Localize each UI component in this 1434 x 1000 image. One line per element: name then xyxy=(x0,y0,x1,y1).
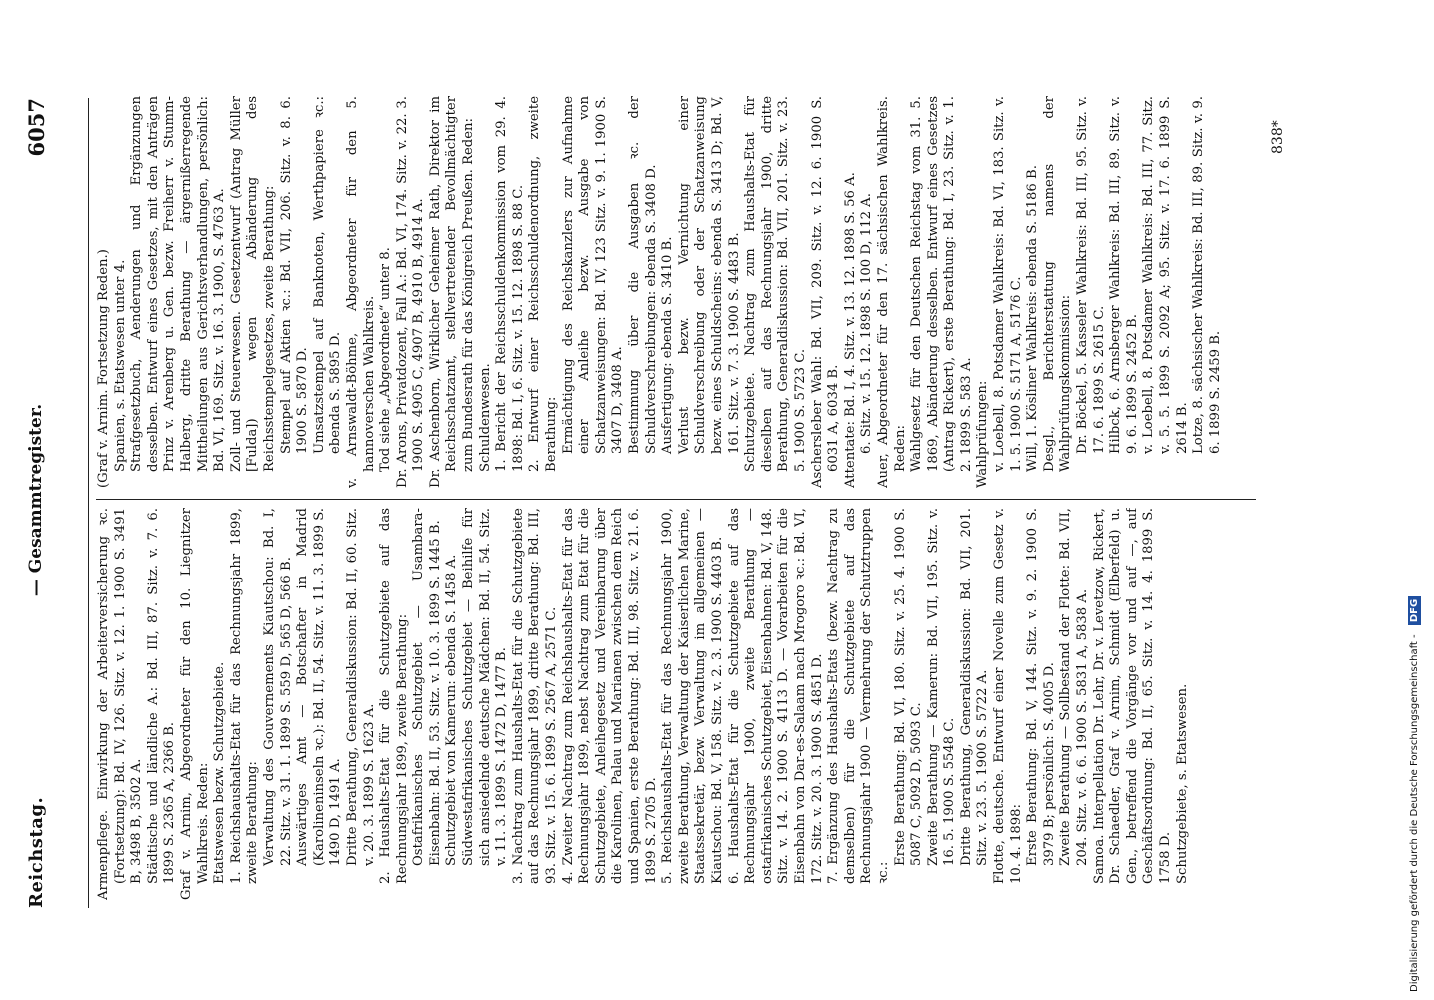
index-entry: Dr. Arons, Privatdozent, Fall A.: Bd. VI, 174. Sitz. v. 22. 3. 1900 S. 4905 C, 4907 B, 4910 B, 4914 A. xyxy=(394,96,427,488)
index-entry: Dritte Berathung, Generaldiskussion: Bd. VII, 201. Sitz. v. 23. 5. 1900 S. 5722 A. xyxy=(958,508,991,866)
index-entry: Hilbck, 6. Arnsberger Wahlkreis: Bd. III, 89. Sitz. v. 9. 6. 1899 S. 2452 B. xyxy=(1108,96,1140,454)
index-entry: Verlust bezw. Vernichtung einer Schuldverschreibung oder der Schatzanweisung bezw. eines Schuldscheins: ebenda S. 3413 D; Bd. V, 161. Sitz. v. 7. 3. 1900 S. 4483 B. xyxy=(676,96,742,454)
index-entry: Strafgesetzbuch, Aenderungen und Ergänzungen desselben. Entwurf eines Gesetzes, mit den Anträgen Prinz v. Arenberg u. Gen. bezw. Freiherr v. Stumm-Halberg, dritte Berathung — ärgernißerregende Mittheilungen aus Gerichtsverhandlungen, persönlich: Bd. VI, 169. Sitz. v. 16. 3. 1900, S. 4763 A. xyxy=(129,96,228,472)
index-entry: Schutzgebiet von Kamerun: ebenda S. 1458 A. xyxy=(444,554,460,866)
index-entry: Schutzgebiete. Nachtrag zum Haushalts-Etat für dieselben auf das Rechnungsjahr 1900, dritte Berathung, Generaldiskussion: Bd. VII, 201. Sitz. v. 23. 5. 1900 S. 5723 C. xyxy=(743,96,808,472)
index-entry: Ausfertigung: ebenda S. 3410 B. xyxy=(660,236,676,454)
index-entry: Stempel auf Aktien ꝛc.: Bd. VII, 206. Sitz. v. 8. 6. 1900 S. 5870 D. xyxy=(278,96,311,454)
index-entry: 7. Ergänzung des Haushalts-Etats (bezw. Nachtrag zu demselben) für die Schutzgebiete auf das Rechnungsjahr 1900 — Vermehrung der Schutztruppen ꝛc.: xyxy=(826,508,891,884)
index-entry: Attentate: Bd. I, 4. Sitz. v. 13. 12. 1898 S. 56 A. xyxy=(842,172,858,488)
index-entry: Wahlprüfungen: xyxy=(975,380,991,488)
index-entry: Auswärtiges Amt — Botschafter in Madrid (Karolineninseln ꝛc.): Bd. II, 54. Sitz. v. 11. 3. 1899 S. 1490 D, 1491 A. xyxy=(295,508,344,866)
index-entry: Samoa. Interpellation Dr. Lehr, Dr. v. Levetzow, Rickert, Dr. Schaedler, Graf v. Arnim, Schmidt (Elberfeld) u. Gen., betreffend die Vorgänge vor und auf —, auf Geschäftsordnung: Bd. II, 65. Sitz. v. 14. 4. 1899 S. 1758 D. xyxy=(1091,508,1173,884)
index-entry: Flotte, deutsche. Entwurf einer Novelle zum Gesetz v. 10. 4. 1898: xyxy=(992,508,1024,884)
header-title: Reichstag. xyxy=(26,796,47,908)
index-entry: Armenpflege. Einwirkung der Arbeiterversicherung ꝛc. (Fortsetzung): Bd. IV, 126. Sitz. v. 12. 1. 1900 S. 3491 B, 3498 B, 3502 A. xyxy=(96,508,145,900)
index-entry: Will, 1. Kösliner Wahlkreis: ebenda S. 5186 B. xyxy=(1025,165,1041,472)
index-entry: Desgl., Berichterstattung namens der Wahlprüfungskommission: xyxy=(1041,96,1074,472)
funding-text: Digitalisierung gefördert durch die Deutsche Forschungsgemeinschaft - xyxy=(1409,634,1420,992)
index-entry: Graf v. Arnim, Abgeordneter für den 10. Liegnitzer Wahlkreis. Reden: xyxy=(178,508,211,900)
left-column xyxy=(96,508,1286,900)
index-entry: Verwaltung des Gouvernements Kiautschou: Bd. I, 22. Sitz. v. 31. 1. 1899 S. 559 D, 565 D, 566 B. xyxy=(261,508,294,866)
header-rule xyxy=(88,98,89,908)
signature-mark: 838* xyxy=(1270,120,1286,154)
index-entry: Zweite Berathung — Sollbestand der Flotte: Bd. VII, 204. Sitz. v. 6. 6. 1900 S. 5831 A, 5838 A. xyxy=(1058,508,1091,866)
index-entry: v. Loebell, 8. Potsdamer Wahlkreis: Bd. VI, 183. Sitz. v. 1. 5. 1900 S. 5171 A, 5176 C. xyxy=(992,96,1024,472)
index-entry: Bestimmung über die Ausgaben ꝛc. der Schuldverschreibungen: ebenda S. 3408 D. xyxy=(627,96,659,454)
right-column xyxy=(96,96,1286,488)
index-entry: Dr. Aschenborn, Wirklicher Geheimer Rath, Direktor im Reichsschatzamt, stellvertretender Bevollmächtigter zum Bundesrath für das Königreich Preußen. Reden: xyxy=(427,96,477,488)
index-entry: 6. Haushalts-Etat für die Schutzgebiete auf das Rechnungsjahr 1900, zweite Berathung — ostafrikanisches Schutzgebiet, Eisenbahnen: Bd. V, 148. Sitz. v. 14. 2. 1900 S. 4113 D. — Vorarbeiten für die Eisenbahn von Dar-es-Salaam nach Mrogoro ꝛc.: Bd. VI, 172. Sitz. v. 20. 3. 1900 S. 4851 D. xyxy=(726,508,825,884)
page-number: 6057 xyxy=(24,98,49,157)
column-divider xyxy=(96,499,1256,500)
index-entry: Dritte Berathung, Generaldiskussion: Bd. II, 60. Sitz. v. 20. 3. 1899 S. 1623 A. xyxy=(344,508,377,866)
index-entry: Ostafrikanisches Schutzgebiet — Usambara-Eisenbahn: Bd. II, 53. Sitz. v. 10. 3. 1899 S. 1445 B. xyxy=(411,508,443,866)
index-entry: Dr. Böckel, 5. Kasseler Wahlkreis: Bd. III, 95. Sitz. v. 17. 6. 1899 S. 2615 C. xyxy=(1075,96,1107,454)
index-entry: Etatswesen bezw. Schutzgebiete. xyxy=(212,661,228,884)
index-entry: 1. Reichshaushalts-Etat für das Rechnungsjahr 1899, zweite Berathung: xyxy=(228,508,261,884)
funding-note xyxy=(1408,8,1430,992)
index-entry: (Graf v. Arnim. Fortsetzung Reden.) xyxy=(96,249,111,488)
index-entry: Aschersleber Wahl: Bd. VII, 209. Sitz. v. 12. 6. 1900 S. 6031 A, 6034 B. xyxy=(809,96,842,488)
index-entry: Schuldenwesen. xyxy=(477,363,493,472)
index-entry: Erste Berathung: Bd. V, 144. Sitz. v. 9. 2. 1900 S. 3979 B; persönlich: S. 4005 D. xyxy=(1025,508,1057,866)
index-entry: 2. Entwurf einer Reichsschuldenordnung, zweite Berathung: xyxy=(527,96,560,472)
index-entry: Auer, Abgeordneter für den 17. sächsischen Wahlkreis. Reden: xyxy=(875,96,908,488)
index-entry: v. Loebell, 8. Potsdamer Wahlkreis: Bd. III, 77. Sitz. v. 5. 5. 1899 S. 2092 A; 95. Sitz. v. 17. 6. 1899 S. 2614 B. xyxy=(1141,96,1190,454)
index-entry: Ermächtigung des Reichskanzlers zur Aufnahme einer Anleihe bezw. Ausgabe von Schatzanweisungen: Bd. IV, 123 Sitz. v. 9. 1. 1900 S. 3407 D, 3408 A. xyxy=(560,96,626,454)
index-entry: Südwestafrikanisches Schutzgebiet — Beihilfe für sich ansiedelnde deutsche Mädchen: Bd. II, 54. Sitz. v. 11. 3. 1899 S. 1472 D, 1477 B. xyxy=(461,508,510,866)
index-entry: Städtische und ländliche A.: Bd. III, 87. Sitz. v. 7. 6. 1899 S. 2365 A, 2366 B. xyxy=(145,508,178,884)
index-entry: Lotze, 8. sächsischer Wahlkreis: Bd. III, 89. Sitz. v. 9. 6. 1899 S. 2459 B. xyxy=(1191,96,1223,454)
index-entry: 3. Nachtrag zum Haushalts-Etat für die Schutzgebiete auf das Rechnungsjahr 1899, dritte Berathung: Bd. III, 93. Sitz. v. 15. 6. 1899 S. 2567 A, 2571 C. xyxy=(510,508,560,884)
index-entry: Zweite Berathung — Kamerun: Bd. VII, 195. Sitz. v. 16. 5. 1900 S. 5548 C. xyxy=(925,508,958,866)
index-entry: Tod siehe „Abgeordnete“ unter 8. xyxy=(378,247,394,472)
index-entry: 1. Bericht der Reichsschuldenkommission vom 29. 4. 1898: Bd. I, 6. Sitz. v. 15. 12. 1898 S. 88 C. xyxy=(494,96,526,472)
index-entry: Schutzgebiete, s. Etatswesen. xyxy=(1174,683,1190,884)
header-section: — Gesammtregister. xyxy=(26,403,46,597)
index-entry: Zoll- und Steuerwesen. Gesetzentwurf (Antrag Müller [Fulda]) wegen Abänderung des Reichsstempelgesetzes, zweite Berathung: xyxy=(228,96,277,472)
index-entry: Spanien, s. Etatswesen unter 4. xyxy=(112,259,128,472)
dfg-logo: DFG xyxy=(1408,596,1421,625)
page-header xyxy=(14,0,74,1000)
index-entry: Umsatzstempel auf Banknoten, Werthpapiere ꝛc.: ebenda S. 5895 D. xyxy=(311,96,344,454)
index-entry: 5. Reichshaushalts-Etat für das Rechnungsjahr 1900, zweite Berathung, Verwaltung der Kaiserlichen Marine, Staatssekretär, bezw. Verwaltung im allgemeinen — Kiautschou: Bd. V, 158. Sitz. v. 2. 3. 1900 S. 4403 B. xyxy=(660,508,725,884)
index-entry: Wahlgesetz für den Deutschen Reichstag vom 31. 5. 1869, Abänderung desselben. Entwurf eines Gesetzes (Antrag Rickert), erste Berathung: Bd. I, 23. Sitz. v. 1. 2. 1899 S. 583 A. xyxy=(909,96,974,472)
funding-sidebar xyxy=(1408,8,1432,992)
index-entry: 4. Zweiter Nachtrag zum Reichshaushalts-Etat für das Rechnungsjahr 1899, nebst Nachtrag zum Etat für die Schutzgebiete, Anleihegesetz und Vereinbarung über die Karolinen, Palau und Marianen zwischen dem Reich und Spanien, erste Berathung: Bd. III, 98. Sitz. v. 21. 6. 1899 S. 2705 D. xyxy=(560,508,659,884)
index-entry: 6. Sitz. v. 15. 12. 1898 S. 100 D, 112 A. xyxy=(859,193,875,454)
index-entry: 2. Haushalts-Etat für die Schutzgebiete auf das Rechnungsjahr 1899, zweite Berathung: xyxy=(378,508,410,884)
index-entry: Erste Berathung: Bd. VI, 180. Sitz. v. 25. 4. 1900 S. 5087 C, 5092 D, 5093 C. xyxy=(892,508,925,866)
index-entry: v. Arnswaldt-Böhme, Abgeordneter für den 5. hannoverschen Wahlkreis. xyxy=(344,96,377,488)
